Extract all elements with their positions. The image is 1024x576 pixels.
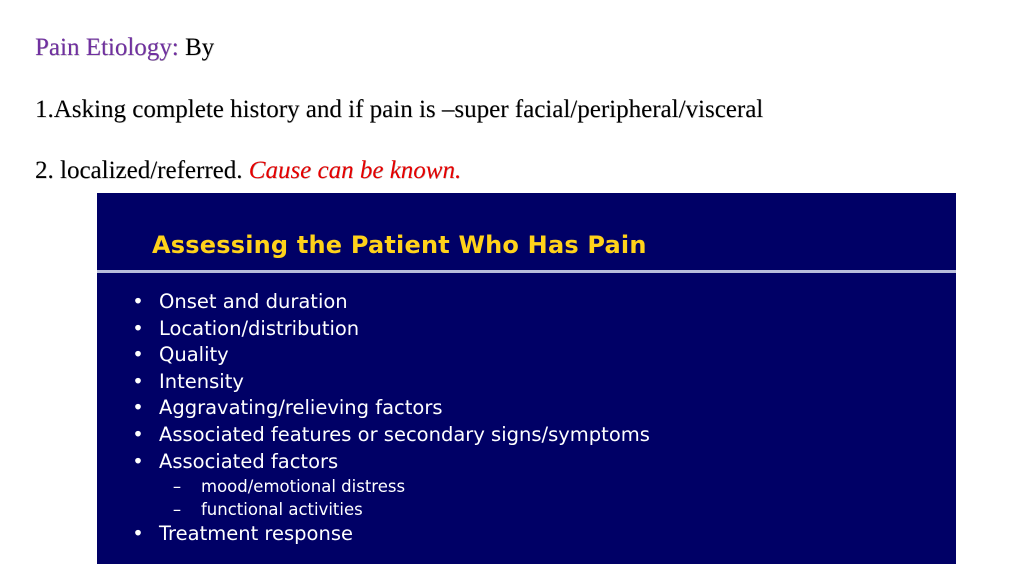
bullet-item <box>131 422 650 449</box>
localized-referred-line <box>35 157 461 185</box>
bullet-text: functional activities <box>201 500 363 520</box>
bullet-marker-icon: • <box>132 316 144 340</box>
localized-referred-text: 2. localized/referred. <box>35 157 243 184</box>
bullet-marker-icon: • <box>132 449 144 473</box>
bullet-marker-icon: • <box>132 522 144 546</box>
assessment-bullet-list <box>131 289 650 548</box>
bullet-text: Aggravating/relieving factors <box>159 396 443 420</box>
bullet-item <box>131 395 650 422</box>
bullet-marker-icon: • <box>132 422 144 446</box>
history-line: 1.Asking complete history and if pain is –super facial/peripheral/visceral <box>35 96 764 123</box>
bullet-text: Location/distribution <box>159 316 360 340</box>
bullet-item <box>131 342 650 369</box>
pain-etiology-label: Pain Etiology: <box>35 34 179 61</box>
cause-known-text: Cause can be known. <box>248 157 462 184</box>
bullet-item <box>131 521 650 548</box>
bullet-text: Onset and duration <box>159 290 348 313</box>
bullet-item <box>131 316 650 343</box>
bullet-marker-icon: • <box>132 396 144 420</box>
dash-marker-icon: – <box>172 477 182 497</box>
bullet-text: Quality <box>159 343 229 367</box>
bullet-item <box>131 369 650 396</box>
pain-etiology-by: By <box>178 34 215 61</box>
bullet-text: Associated factors <box>159 449 339 473</box>
sub-bullet-item <box>131 475 650 498</box>
bullet-marker-icon: • <box>132 343 144 367</box>
bullet-text: Associated features or secondary signs/symptoms <box>159 422 650 446</box>
bullet-text: Intensity <box>159 369 244 393</box>
dash-marker-icon: – <box>172 500 182 520</box>
slide-title-divider <box>97 270 956 273</box>
bullet-text: mood/emotional distress <box>201 477 406 497</box>
pain-etiology-line <box>35 34 214 62</box>
slide-title: Assessing the Patient Who Has Pain <box>152 231 647 259</box>
pain-assessment-slide-image <box>97 193 956 564</box>
bullet-item <box>131 289 650 316</box>
bullet-marker-icon: • <box>132 369 144 393</box>
bullet-item <box>131 449 650 476</box>
bullet-marker-icon: • <box>132 290 144 313</box>
bullet-text: Treatment response <box>159 522 353 546</box>
sub-bullet-item <box>131 498 650 521</box>
